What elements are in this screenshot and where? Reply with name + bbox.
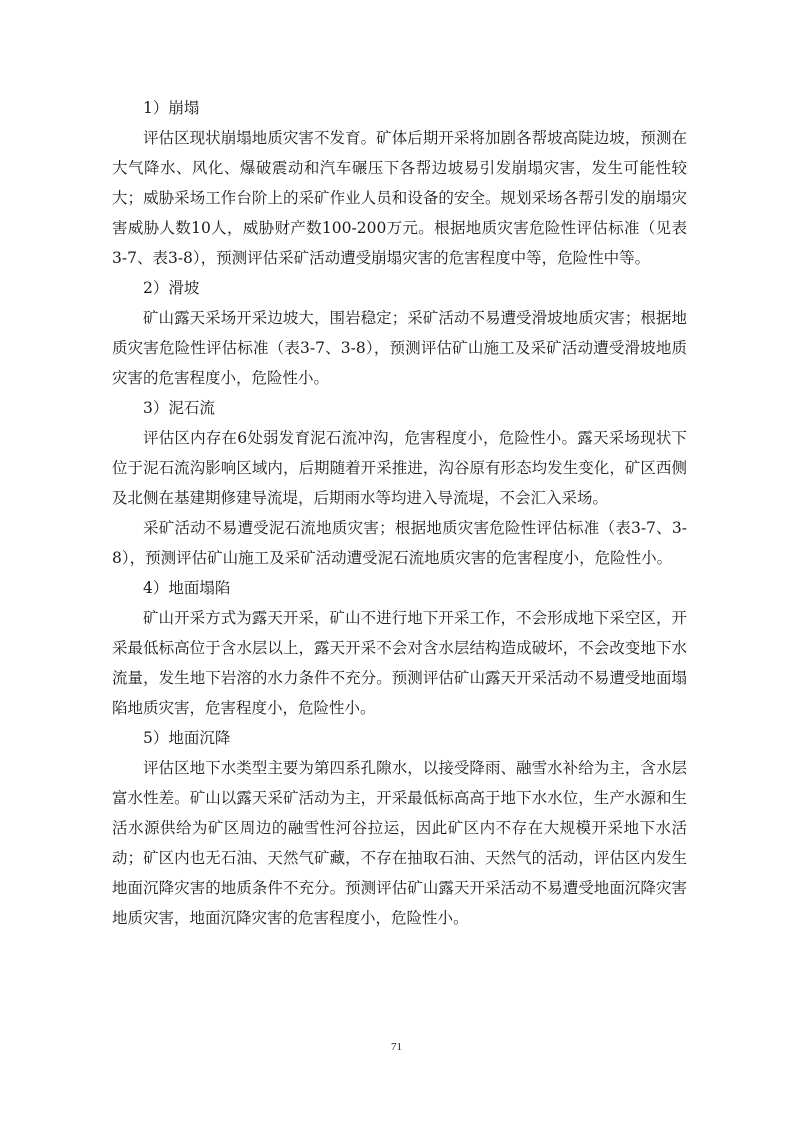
document-body [112,93,687,933]
section-heading-collapse: 1）崩塌 [143,99,200,117]
paragraph-collapse: 评估区现状崩塌地质灾害不发育。矿体后期开采将加剧各帮坡高陡边坡，预测在大气降水、风化、爆破震动和汽车碾压下各帮边坡易引发崩塌灾害，发生可能性较大；威胁采场工作台阶上的采矿作业人员和设备的安全。规划采场各帮引发的崩塌灾害威胁人数10人，威胁财产数100-200万元。根据地质灾害危险性评估标准（见表3-7、表3-8），预测评估采矿活动遭受崩塌灾害的危害程度中等，危险性中等。 [112,129,687,267]
section-heading-ground-collapse: 4）地面塌陷 [143,579,231,597]
section-heading-landslide: 2）滑坡 [143,279,200,297]
paragraph-debris-flow-2: 采矿活动不易遭受泥石流地质灾害；根据地质灾害危险性评估标准（表3-7、3-8），预测评估矿山施工及采矿活动遭受泥石流地质灾害的危害程度小，危险性小。 [112,519,687,567]
paragraph-debris-flow-1: 评估区内存在6处弱发育泥石流冲沟，危害程度小，危险性小。露天采场现状下位于泥石流沟影响区域内，后期随着开采推进，沟谷原有形态均发生变化，矿区西侧及北侧在基建期修建导流堤，后期雨水等均进入导流堤，不会汇入采场。 [112,429,687,507]
section-heading-debris-flow: 3）泥石流 [143,399,215,417]
page-number: 71 [391,1041,402,1053]
section-heading-ground-subsidence: 5）地面沉降 [143,729,231,747]
paragraph-landslide: 矿山露天采场开采边坡大，围岩稳定；采矿活动不易遭受滑坡地质灾害；根据地质灾害危险性评估标准（表3-7、3-8），预测评估矿山施工及采矿活动遭受滑坡地质灾害的危害程度小，危险性小。 [112,309,687,387]
paragraph-ground-collapse: 矿山开采方式为露天开采，矿山不进行地下开采工作，不会形成地下采空区，开采最低标高位于含水层以上，露天开采不会对含水层结构造成破坏，不会改变地下水流量，发生地下岩溶的水力条件不充分。预测评估矿山露天开采活动不易遭受地面塌陷地质灾害，危害程度小，危险性小。 [112,609,687,717]
paragraph-ground-subsidence: 评估区地下水类型主要为第四系孔隙水，以接受降雨、融雪水补给为主，含水层富水性差。矿山以露天采矿活动为主，开采最低标高高于地下水水位，生产水源和生活水源供给为矿区周边的融雪性河谷拉运，因此矿区内不存在大规模开采地下水活动；矿区内也无石油、天然气矿藏，不存在抽取石油、天然气的活动，评估区内发生地面沉降灾害的地质条件不充分。预测评估矿山露天开采活动不易遭受地面沉降灾害地质灾害，地面沉降灾害的危害程度小，危险性小。 [112,759,687,927]
